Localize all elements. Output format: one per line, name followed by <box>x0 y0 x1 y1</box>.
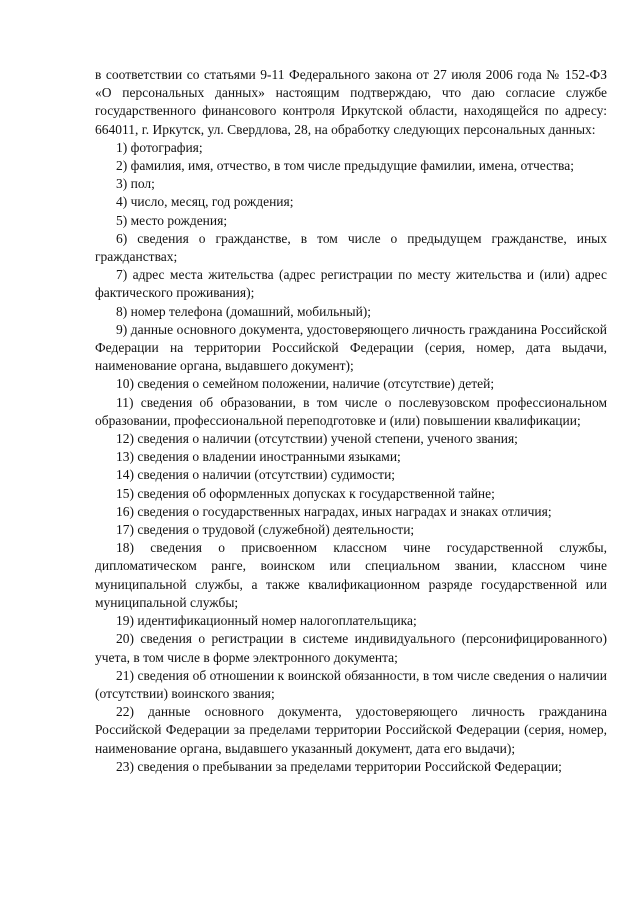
list-item: 23) сведения о пребывании за пределами территории Российской Федерации; <box>116 758 562 774</box>
list-item: 13) сведения о владении иностранными языками; <box>116 449 401 465</box>
list-item: 21) сведения об отношении к воинской обязанности, в том числе сведения о наличии (отсутствии) воинского звания; <box>95 667 607 701</box>
list-item: 12) сведения о наличии (отсутствии) ученой степени, ученого звания; <box>116 431 518 447</box>
list-item: 18) сведения о присвоенном классном чине государственной службы, дипломатическом ранге, воинском или специальном звании, классном чине муниципальной службы, а также квалификационном разряде государственной или муниципальной службы; <box>95 540 607 610</box>
list-item: 3) пол; <box>116 176 155 192</box>
list-item: 16) сведения о государственных наградах, иных наградах и знаках отличия; <box>116 503 552 519</box>
list-item: 14) сведения о наличии (отсутствии) судимости; <box>116 467 396 483</box>
list-item: 1) фотография; <box>116 139 203 155</box>
list-item: 22) данные основного документа, удостоверяющего личность гражданина Российской Федерации за пределами территории Российской Федерации (серия, номер, наименование органа, выдавшего указанный документ, дата его выдачи); <box>95 704 607 756</box>
list-item: 7) адрес места жительства (адрес регистрации по месту жительства и (или) адрес фактического проживания); <box>95 267 607 301</box>
list-item: 17) сведения о трудовой (служебной) деятельности; <box>116 522 415 538</box>
list-item: 20) сведения о регистрации в системе индивидуального (персонифицированного) учета, в том числе в форме электронного документа; <box>95 631 607 665</box>
list-item: 15) сведения об оформленных допусках к государственной тайне; <box>116 485 495 501</box>
list-item: 2) фамилия, имя, отчество, в том числе предыдущие фамилии, имена, отчества; <box>116 158 574 174</box>
list-item: 6) сведения о гражданстве, в том числе о предыдущем гражданстве, иных гражданствах; <box>95 230 607 265</box>
list-item: 4) число, месяц, год рождения; <box>116 194 294 210</box>
personal-data-list <box>95 139 607 776</box>
list-item: 9) данные основного документа, удостоверяющего личность гражданина Российской Федерации на территории Российской Федерации (серия, номер, дата выдачи, наименование органа, выдавшего документ); <box>95 321 607 374</box>
intro-paragraph: в соответствии со статьями 9-11 Федерального закона от 27 июля 2006 года № 152-ФЗ «О персональных данных» настоящим подтверждаю, что даю согласие службе государственного финансового контроля Иркутской области, находящейся по адресу: 664011, г. Иркутск, ул. Свердлова, 28, на обработку следующих персональных данных: <box>95 67 607 137</box>
list-item: 11) сведения об образовании, в том числе о послевузовском профессиональном образовании, профессиональной переподготовке и (или) повышении квалификации; <box>95 394 607 428</box>
document-page <box>95 66 607 776</box>
list-item: 19) идентификационный номер налогоплательщика; <box>116 613 417 629</box>
list-item: 5) место рождения; <box>116 212 228 228</box>
list-item: 8) номер телефона (домашний, мобильный); <box>116 303 372 319</box>
list-item: 10) сведения о семейном положении, наличие (отсутствие) детей; <box>116 376 495 392</box>
